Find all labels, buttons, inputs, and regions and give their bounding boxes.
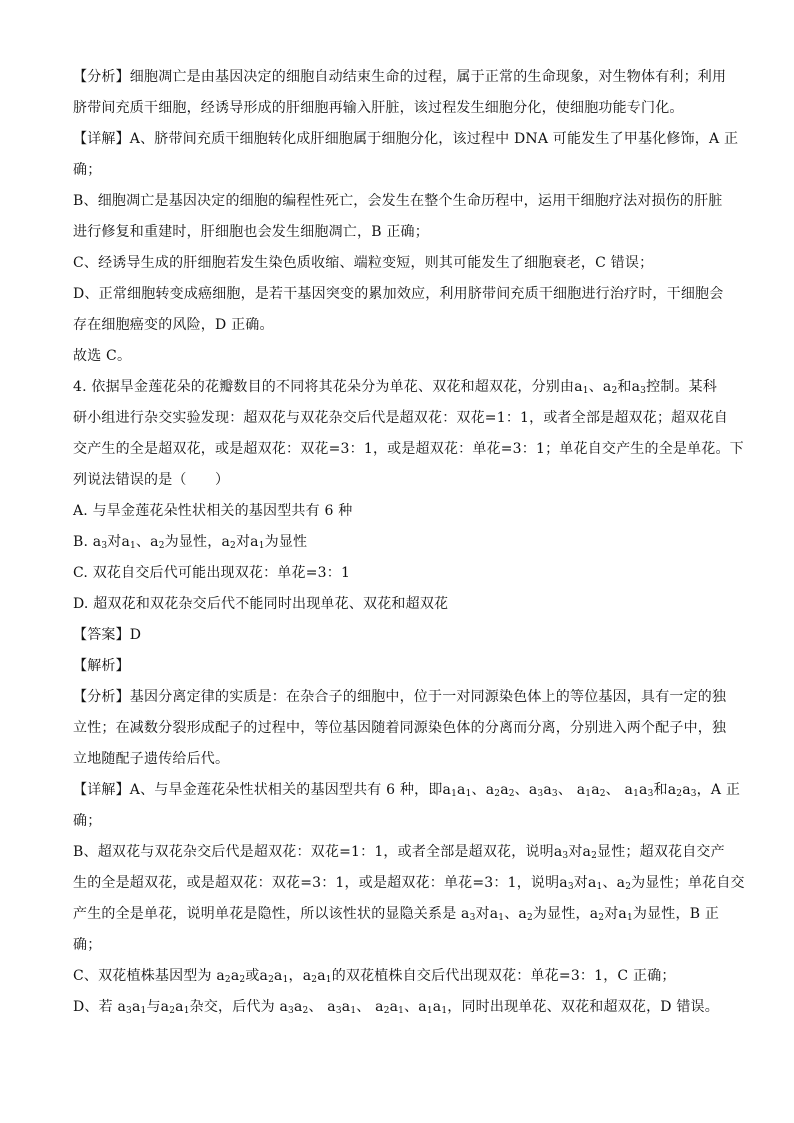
text-line: 【详解】A、与旱金莲花朵性状相关的基因型共有 6 种，即$a_1a_1$、$a_2a_2$、$a_3a_3$、 $a_1a_2$、 $a_1a_3$和$a_2a_3$，A 正: [73, 782, 741, 799]
option-c: C. 双花自交后代可能出现双花：单花=3：1: [73, 565, 351, 581]
question-stem: 列说法错误的是（ ）: [73, 472, 230, 488]
text-line: 确；: [73, 937, 102, 953]
option-a: A. 与旱金莲花朵性状相关的基因型共有 6 种: [73, 503, 353, 519]
text-line: 进行修复和重建时，肝细胞也会发生细胞凋亡，B 正确；: [73, 224, 429, 240]
text-line: D、若 $a_3a_1$与$a_2a_1$杂交，后代为 $a_3a_2$、 $a_3a_1$、 $a_2a_1$、$a_1a_1$，同时出现单花、双花和超双花，D 错误。: [73, 999, 719, 1016]
text-line: 脐带间充质干细胞，经诱导形成的肝细胞再输入肝脏，该过程发生细胞分化，使细胞功能专门化。: [73, 100, 684, 116]
text-line: C、经诱导生成的肝细胞若发生染色质收缩、端粒变短，则其可能发生了细胞衰老，C 错误；: [73, 255, 654, 271]
text-line: 【详解】A、脐带间充质干细胞转化成肝细胞属于细胞分化，该过程中 DNA 可能发生了甲基化修饰，A 正: [73, 131, 739, 147]
answer-line: 【答案】D: [73, 627, 142, 643]
analysis-heading: 【解析】: [73, 658, 130, 674]
text-line: 生的全是超双花，或是超双花：双花=3：1，或是超双花：单花=3：1，说明$a_3$对$a_1$、$a_2$为显性；单花自交: [73, 875, 745, 892]
text-line: 存在细胞癌变的风险，D 正确。: [73, 317, 274, 333]
document-page: [73, 62, 745, 1023]
question-stem: 研小组进行杂交实验发现：超双花与双花杂交后代是超双花：双花=1：1，或者全部是超双花；超双花自: [73, 410, 728, 426]
option-b: B. $a_3$对$a_1$、$a_2$为显性，$a_2$对$a_1$为显性: [73, 534, 308, 551]
text-line: B、超双花与双花杂交后代是超双花：双花=1：1，或者全部是超双花，说明$a_3$对$a_2$显性；超双花自交产: [73, 844, 725, 861]
text-line: C、双花植株基因型为 $a_2a_2$或$a_2a_1$，$a_2a_1$的双花植株自交后代出现双花：单花=3：1，C 正确；: [73, 968, 676, 985]
text-line: 故选 C。: [73, 348, 132, 364]
question-stem: 4. 依据旱金莲花朵的花瓣数目的不同将其花朵分为单花、双花和超双花，分别由$a_1$、$a_2$和$a_3$控制。某科: [73, 379, 718, 396]
text-line: 确；: [73, 813, 102, 829]
text-line: 立地随配子遗传给后代。: [73, 751, 230, 767]
text-line: D、正常细胞转变成癌细胞，是若干基因突变的累加效应，利用脐带间充质干细胞进行治疗时，干细胞会: [73, 286, 724, 302]
text-line: 【分析】基因分离定律的实质是：在杂合子的细胞中，位于一对同源染色体上的等位基因，具有一定的独: [73, 689, 727, 705]
text-line: B、细胞凋亡是基因决定的细胞的编程性死亡，会发生在整个生命历程中，运用干细胞疗法对损伤的肝脏: [73, 193, 723, 209]
text-line: 确；: [73, 162, 102, 178]
text-line: 立性；在减数分裂形成配子的过程中，等位基因随着同源染色体的分离而分离，分别进入两个配子中，独: [73, 720, 727, 736]
question-stem: 交产生的全是超双花，或是超双花：双花=3：1，或是超双花：单花=3：1；单花自交产生的全是单花。下: [73, 441, 744, 457]
option-d: D. 超双花和双花杂交后代不能同时出现单花、双花和超双花: [73, 596, 449, 612]
text-line: 产生的全是单花，说明单花是隐性，所以该性状的显隐关系是 $a_3$对$a_1$、$a_2$为显性，$a_2$对$a_1$为显性，B 正: [73, 906, 720, 923]
text-line: 【分析】细胞凋亡是由基因决定的细胞自动结束生命的过程，属于正常的生命现象，对生物体有利；利用: [73, 69, 727, 85]
